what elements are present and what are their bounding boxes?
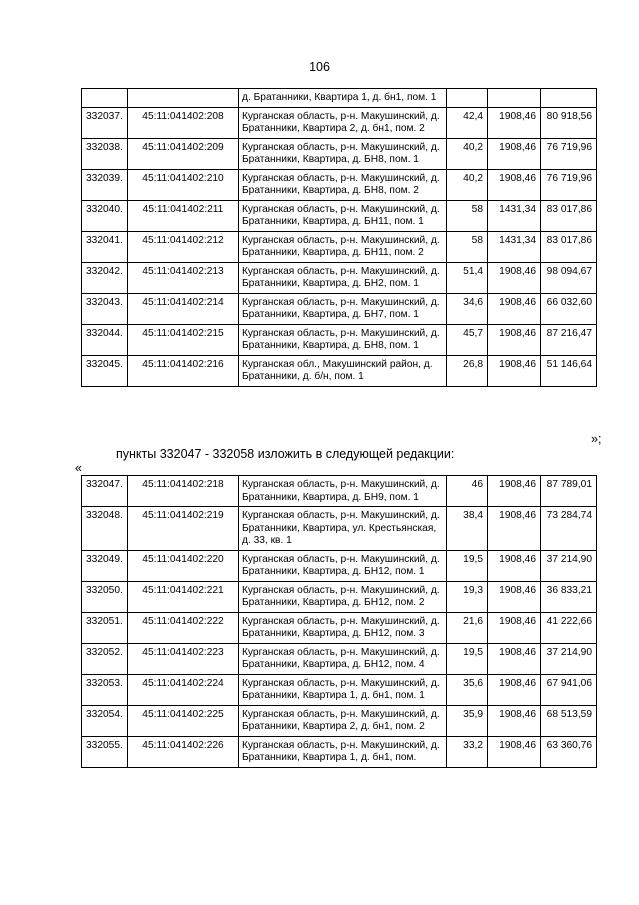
address-cell: Курганская область, р-н. Макушинский, д. Братанники, Квартира, д. БН2, пом. 1 [239, 262, 447, 293]
cadastral-value-cell: 37 214,90 [541, 550, 597, 581]
area-cell: 19,5 [447, 643, 488, 674]
address-cell: Курганская область, р-н. Макушинский, д. Братанники, Квартира 2, д. бн1, пом. 2 [239, 107, 447, 138]
item-number-cell: 332055. [82, 736, 128, 767]
item-number-cell: 332040. [82, 200, 128, 231]
table-row [82, 705, 597, 736]
area-cell: 26,8 [447, 355, 488, 386]
area-cell: 33,2 [447, 736, 488, 767]
cadastral-number-cell: 45:11:041402:222 [128, 612, 239, 643]
address-cell: Курганская область, р-н. Макушинский, д. Братанники, Квартира, д. БН11, пом. 1 [239, 200, 447, 231]
address-cell: Курганская область, р-н. Макушинский, д. Братанники, Квартира, д. БН7, пом. 1 [239, 293, 447, 324]
cadastral-number-cell: 45:11:041402:218 [128, 476, 239, 507]
cadastral-number-cell: 45:11:041402:209 [128, 138, 239, 169]
cadastral-value-cell: 51 146,64 [541, 355, 597, 386]
cadastral-number-cell: 45:11:041402:211 [128, 200, 239, 231]
area-cell: 38,4 [447, 507, 488, 551]
item-number-cell: 332044. [82, 324, 128, 355]
table-row [82, 200, 597, 231]
table-row [82, 674, 597, 705]
area-cell: 58 [447, 231, 488, 262]
rate-cell: 1908,46 [488, 643, 541, 674]
item-number-cell: 332041. [82, 231, 128, 262]
item-number-cell: 332037. [82, 107, 128, 138]
cadastral-number-cell: 45:11:041402:220 [128, 550, 239, 581]
table-row [82, 138, 597, 169]
area-cell: 45,7 [447, 324, 488, 355]
rate-cell: 1908,46 [488, 476, 541, 507]
area-cell: 51,4 [447, 262, 488, 293]
table-row [82, 169, 597, 200]
item-number-cell: 332043. [82, 293, 128, 324]
address-cell: Курганская область, р-н. Макушинский, д. Братанники, Квартира 2, д. бн1, пом. 2 [239, 705, 447, 736]
cadastral-value-cell: 73 284,74 [541, 507, 597, 551]
address-cell: Курганская область, р-н. Макушинский, д. Братанники, Квартира 1, д. бн1, пом. 1 [239, 674, 447, 705]
cadastral-value-cell: 87 216,47 [541, 324, 597, 355]
address-cell: Курганская область, р-н. Макушинский, д. Братанники, Квартира, д. БН8, пом. 1 [239, 324, 447, 355]
area-cell: 40,2 [447, 138, 488, 169]
cadastral-value-cell [541, 89, 597, 108]
rate-cell: 1908,46 [488, 169, 541, 200]
rate-cell: 1908,46 [488, 550, 541, 581]
cadastral-value-cell: 80 918,56 [541, 107, 597, 138]
cadastral-number-cell: 45:11:041402:219 [128, 507, 239, 551]
address-cell: Курганская область, р-н. Макушинский, д. Братанники, Квартира, д. БН8, пом. 2 [239, 169, 447, 200]
address-cell: Курганская область, р-н. Макушинский, д. Братанники, Квартира, д. БН12, пом. 1 [239, 550, 447, 581]
item-number-cell: 332054. [82, 705, 128, 736]
cadastral-number-cell: 45:11:041402:210 [128, 169, 239, 200]
cadastral-number-cell: 45:11:041402:214 [128, 293, 239, 324]
table-row [82, 89, 597, 108]
address-cell: Курганская область, р-н. Макушинский, д. Братанники, Квартира, д. БН12, пом. 4 [239, 643, 447, 674]
table-row [82, 736, 597, 767]
cadastral-value-cell: 63 360,76 [541, 736, 597, 767]
address-cell: Курганская область, р-н. Макушинский, д. Братанники, Квартира, ул. Крестьянская, д. 33, кв. 1 [239, 507, 447, 551]
address-cell: Курганская область, р-н. Макушинский, д. Братанники, Квартира, д. БН9, пом. 1 [239, 476, 447, 507]
area-cell: 42,4 [447, 107, 488, 138]
cadastral-number-cell: 45:11:041402:221 [128, 581, 239, 612]
address-cell: Курганская область, р-н. Макушинский, д. Братанники, Квартира 1, д. бн1, пом. [239, 736, 447, 767]
property-table-bottom [81, 475, 597, 768]
cadastral-number-cell: 45:11:041402:213 [128, 262, 239, 293]
item-number-cell: 332038. [82, 138, 128, 169]
closing-quote: »; [591, 432, 602, 446]
rate-cell: 1908,46 [488, 262, 541, 293]
address-cell: Курганская область, р-н. Макушинский, д. Братанники, Квартира, д. БН8, пом. 1 [239, 138, 447, 169]
cadastral-value-cell: 67 941,06 [541, 674, 597, 705]
area-cell: 34,6 [447, 293, 488, 324]
cadastral-number-cell: 45:11:041402:208 [128, 107, 239, 138]
item-number-cell: 332047. [82, 476, 128, 507]
rate-cell: 1908,46 [488, 612, 541, 643]
item-number-cell: 332049. [82, 550, 128, 581]
cadastral-number-cell: 45:11:041402:224 [128, 674, 239, 705]
cadastral-number-cell [128, 89, 239, 108]
area-cell: 19,5 [447, 550, 488, 581]
cadastral-value-cell: 76 719,96 [541, 138, 597, 169]
rate-cell: 1908,46 [488, 324, 541, 355]
item-number-cell: 332053. [82, 674, 128, 705]
rate-cell: 1908,46 [488, 674, 541, 705]
table-row [82, 507, 597, 551]
item-number-cell: 332039. [82, 169, 128, 200]
table-row [82, 293, 597, 324]
cadastral-value-cell: 37 214,90 [541, 643, 597, 674]
item-number-cell: 332050. [82, 581, 128, 612]
cadastral-value-cell: 87 789,01 [541, 476, 597, 507]
item-number-cell: 332052. [82, 643, 128, 674]
opening-quote: « [75, 461, 82, 475]
rate-cell: 1908,46 [488, 138, 541, 169]
area-cell: 40,2 [447, 169, 488, 200]
area-cell: 46 [447, 476, 488, 507]
table-row [82, 581, 597, 612]
address-cell: Курганская обл., Макушинский район, д. Братанники, д. б/н, пом. 1 [239, 355, 447, 386]
cadastral-value-cell: 83 017,86 [541, 231, 597, 262]
item-number-cell: 332048. [82, 507, 128, 551]
area-cell: 35,9 [447, 705, 488, 736]
rate-cell: 1431,34 [488, 200, 541, 231]
cadastral-value-cell: 76 719,96 [541, 169, 597, 200]
item-number-cell [82, 89, 128, 108]
cadastral-value-cell: 66 032,60 [541, 293, 597, 324]
area-cell [447, 89, 488, 108]
area-cell: 19,3 [447, 581, 488, 612]
rate-cell: 1908,46 [488, 581, 541, 612]
rate-cell: 1908,46 [488, 355, 541, 386]
cadastral-value-cell: 83 017,86 [541, 200, 597, 231]
rate-cell: 1908,46 [488, 705, 541, 736]
cadastral-value-cell: 68 513,59 [541, 705, 597, 736]
amendment-instruction: пункты 332047 - 332058 изложить в следующей редакции: [116, 447, 455, 461]
table-row [82, 107, 597, 138]
property-table-top [81, 88, 597, 387]
table-row [82, 231, 597, 262]
cadastral-number-cell: 45:11:041402:226 [128, 736, 239, 767]
item-number-cell: 332045. [82, 355, 128, 386]
address-cell: Курганская область, р-н. Макушинский, д. Братанники, Квартира, д. БН12, пом. 2 [239, 581, 447, 612]
area-cell: 35,6 [447, 674, 488, 705]
cadastral-number-cell: 45:11:041402:225 [128, 705, 239, 736]
cadastral-value-cell: 36 833,21 [541, 581, 597, 612]
area-cell: 58 [447, 200, 488, 231]
table-row [82, 612, 597, 643]
table-row [82, 476, 597, 507]
rate-cell: 1908,46 [488, 107, 541, 138]
table-row [82, 355, 597, 386]
table-row [82, 262, 597, 293]
item-number-cell: 332042. [82, 262, 128, 293]
address-cell: Курганская область, р-н. Макушинский, д. Братанники, Квартира, д. БН11, пом. 2 [239, 231, 447, 262]
area-cell: 21,6 [447, 612, 488, 643]
page-number: 106 [309, 60, 330, 74]
cadastral-value-cell: 98 094,67 [541, 262, 597, 293]
address-cell: Курганская область, р-н. Макушинский, д. Братанники, Квартира, д. БН12, пом. 3 [239, 612, 447, 643]
rate-cell [488, 89, 541, 108]
table-row [82, 643, 597, 674]
rate-cell: 1908,46 [488, 293, 541, 324]
cadastral-value-cell: 41 222,66 [541, 612, 597, 643]
rate-cell: 1908,46 [488, 736, 541, 767]
rate-cell: 1431,34 [488, 231, 541, 262]
cadastral-number-cell: 45:11:041402:212 [128, 231, 239, 262]
address-cell: д. Братанники, Квартира 1, д. бн1, пом. 1 [239, 89, 447, 108]
rate-cell: 1908,46 [488, 507, 541, 551]
item-number-cell: 332051. [82, 612, 128, 643]
table-row [82, 324, 597, 355]
cadastral-number-cell: 45:11:041402:216 [128, 355, 239, 386]
cadastral-number-cell: 45:11:041402:223 [128, 643, 239, 674]
table-row [82, 550, 597, 581]
cadastral-number-cell: 45:11:041402:215 [128, 324, 239, 355]
